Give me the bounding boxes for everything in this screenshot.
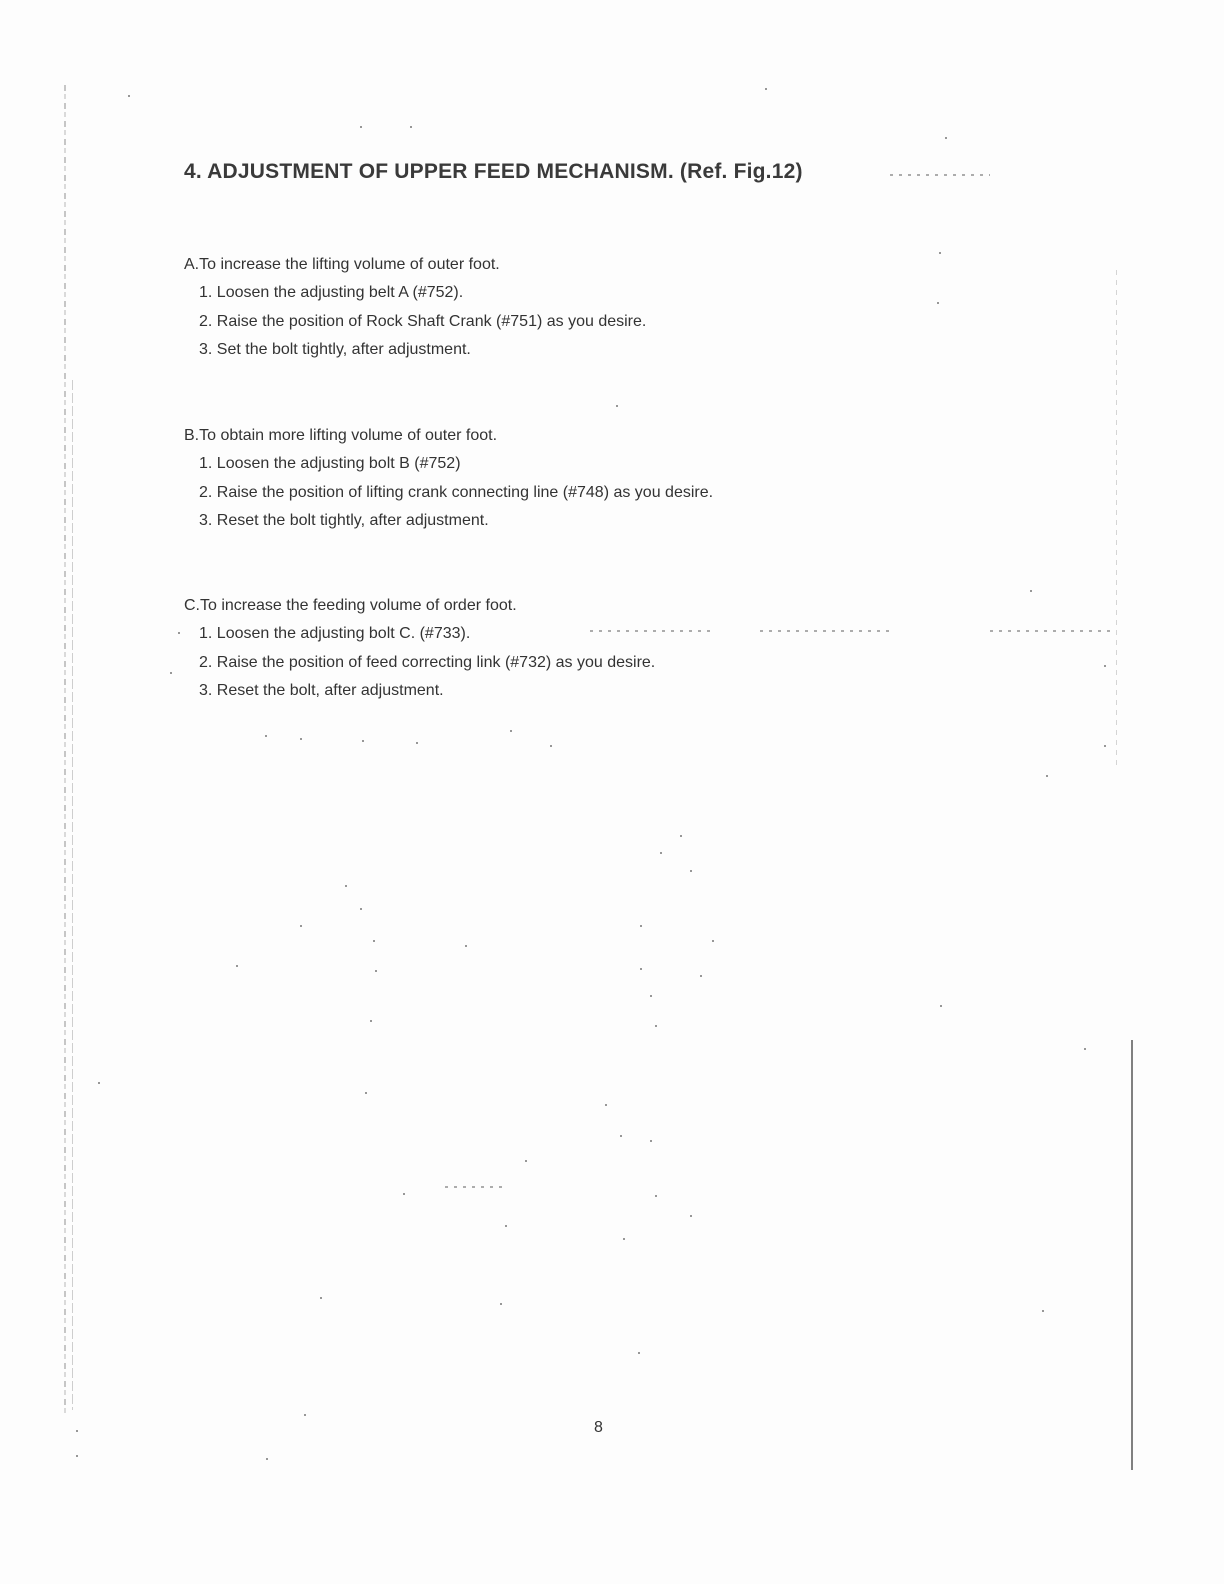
scan-noise-speck — [623, 1238, 625, 1240]
scan-noise-speck — [1042, 1310, 1044, 1312]
scan-noise-speck — [465, 945, 467, 947]
scan-noise-speck — [98, 1082, 100, 1084]
scan-noise-speck — [640, 968, 642, 970]
scan-edge-right-inner — [1116, 270, 1117, 770]
section-c-heading: C.To increase the feeding volume of order foot. — [184, 597, 517, 614]
scan-noise-speck — [370, 1020, 372, 1022]
scan-noise-speck — [660, 852, 662, 854]
scan-noise-speck — [403, 1193, 405, 1195]
section-b-step-3: 3. Reset the bolt tightly, after adjustment. — [199, 512, 489, 529]
scan-noise-speck — [605, 1104, 607, 1106]
scan-noise-speck — [1104, 665, 1106, 667]
scan-noise-speck — [360, 908, 362, 910]
scan-noise-speck — [945, 137, 947, 139]
section-a — [184, 251, 984, 365]
section-c — [184, 592, 984, 706]
scan-noise-speck — [550, 745, 552, 747]
scan-noise-speck — [236, 965, 238, 967]
scan-noise-speck — [638, 1352, 640, 1354]
scan-noise-speck — [320, 1297, 322, 1299]
scan-noise-speck — [1046, 775, 1048, 777]
scan-noise-speck — [178, 632, 180, 634]
scan-noise-speck — [365, 1092, 367, 1094]
page-title: 4. ADJUSTMENT OF UPPER FEED MECHANISM. (Ref. Fig.12) — [184, 160, 803, 183]
section-b-step-2: 2. Raise the position of lifting crank connecting line (#748) as you desire. — [199, 483, 714, 501]
scan-noise-speck — [304, 1414, 306, 1416]
scan-binding-edge-left — [64, 85, 66, 1415]
section-a-step-3: 3. Set the bolt tightly, after adjustment. — [199, 341, 471, 358]
scan-noise-speck — [650, 995, 652, 997]
scan-noise-speck — [266, 1458, 268, 1460]
scan-noise-speck — [416, 742, 418, 744]
section-a-heading: A.To increase the lifting volume of outer foot. — [184, 256, 500, 273]
scan-noise-speck — [300, 925, 302, 927]
scan-noise-speck — [1104, 745, 1106, 747]
scan-noise-speck — [690, 1215, 692, 1217]
section-c-step-3: 3. Reset the bolt, after adjustment. — [199, 682, 444, 699]
scan-noise-speck — [1030, 590, 1032, 592]
scan-noise-speck — [360, 126, 362, 128]
scan-noise-speck — [500, 1303, 502, 1305]
scan-noise-speck — [76, 1455, 78, 1457]
scan-noise-speck — [655, 1195, 657, 1197]
section-b — [184, 422, 984, 536]
scan-noise-speck — [525, 1160, 527, 1162]
scan-binding-edge-left-inner — [72, 380, 73, 1410]
scan-noise-speck — [265, 735, 267, 737]
section-c-step-1: 1. Loosen the adjusting bolt C. (#733). — [199, 625, 471, 642]
scan-noise-speck — [680, 835, 682, 837]
scan-edge-right — [1131, 1040, 1133, 1470]
scan-noise-speck — [170, 672, 172, 674]
section-b-step-1: 1. Loosen the adjusting bolt B (#752) — [199, 455, 461, 472]
scan-noise-row — [990, 630, 1110, 632]
scan-noise-speck — [300, 738, 302, 740]
page-number: 8 — [594, 1419, 603, 1436]
scan-noise-speck — [128, 95, 130, 97]
scan-noise-speck — [640, 925, 642, 927]
scan-noise-speck — [712, 940, 714, 942]
scan-noise-speck — [939, 252, 941, 254]
scan-noise-speck — [345, 885, 347, 887]
scan-noise-speck — [375, 970, 377, 972]
scan-noise-speck — [940, 1005, 942, 1007]
section-a-step-2: 2. Raise the position of Rock Shaft Crank (#751) as you desire. — [199, 312, 647, 330]
scan-noise-speck — [937, 302, 939, 304]
scan-noise-row — [445, 1186, 505, 1188]
scan-noise-speck — [505, 1225, 507, 1227]
scan-noise-speck — [373, 940, 375, 942]
section-a-step-1: 1. Loosen the adjusting belt A (#752). — [199, 284, 464, 301]
scan-noise-speck — [410, 126, 412, 128]
scan-noise-speck — [765, 88, 767, 90]
scan-noise-row — [760, 630, 890, 632]
scan-noise-speck — [690, 870, 692, 872]
section-b-heading: B.To obtain more lifting volume of outer foot. — [184, 427, 498, 444]
scan-noise-speck — [650, 1140, 652, 1142]
scan-noise-speck — [655, 1025, 657, 1027]
scan-noise-row — [890, 174, 990, 176]
section-c-step-2: 2. Raise the position of feed correcting link (#732) as you desire. — [199, 653, 656, 671]
scan-noise-speck — [1084, 1048, 1086, 1050]
scan-noise-speck — [510, 730, 512, 732]
scan-noise-speck — [616, 405, 618, 407]
scan-noise-speck — [700, 975, 702, 977]
scan-noise-row — [590, 630, 710, 632]
scan-noise-speck — [362, 740, 364, 742]
scan-noise-speck — [620, 1135, 622, 1137]
scan-noise-speck — [76, 1430, 78, 1432]
